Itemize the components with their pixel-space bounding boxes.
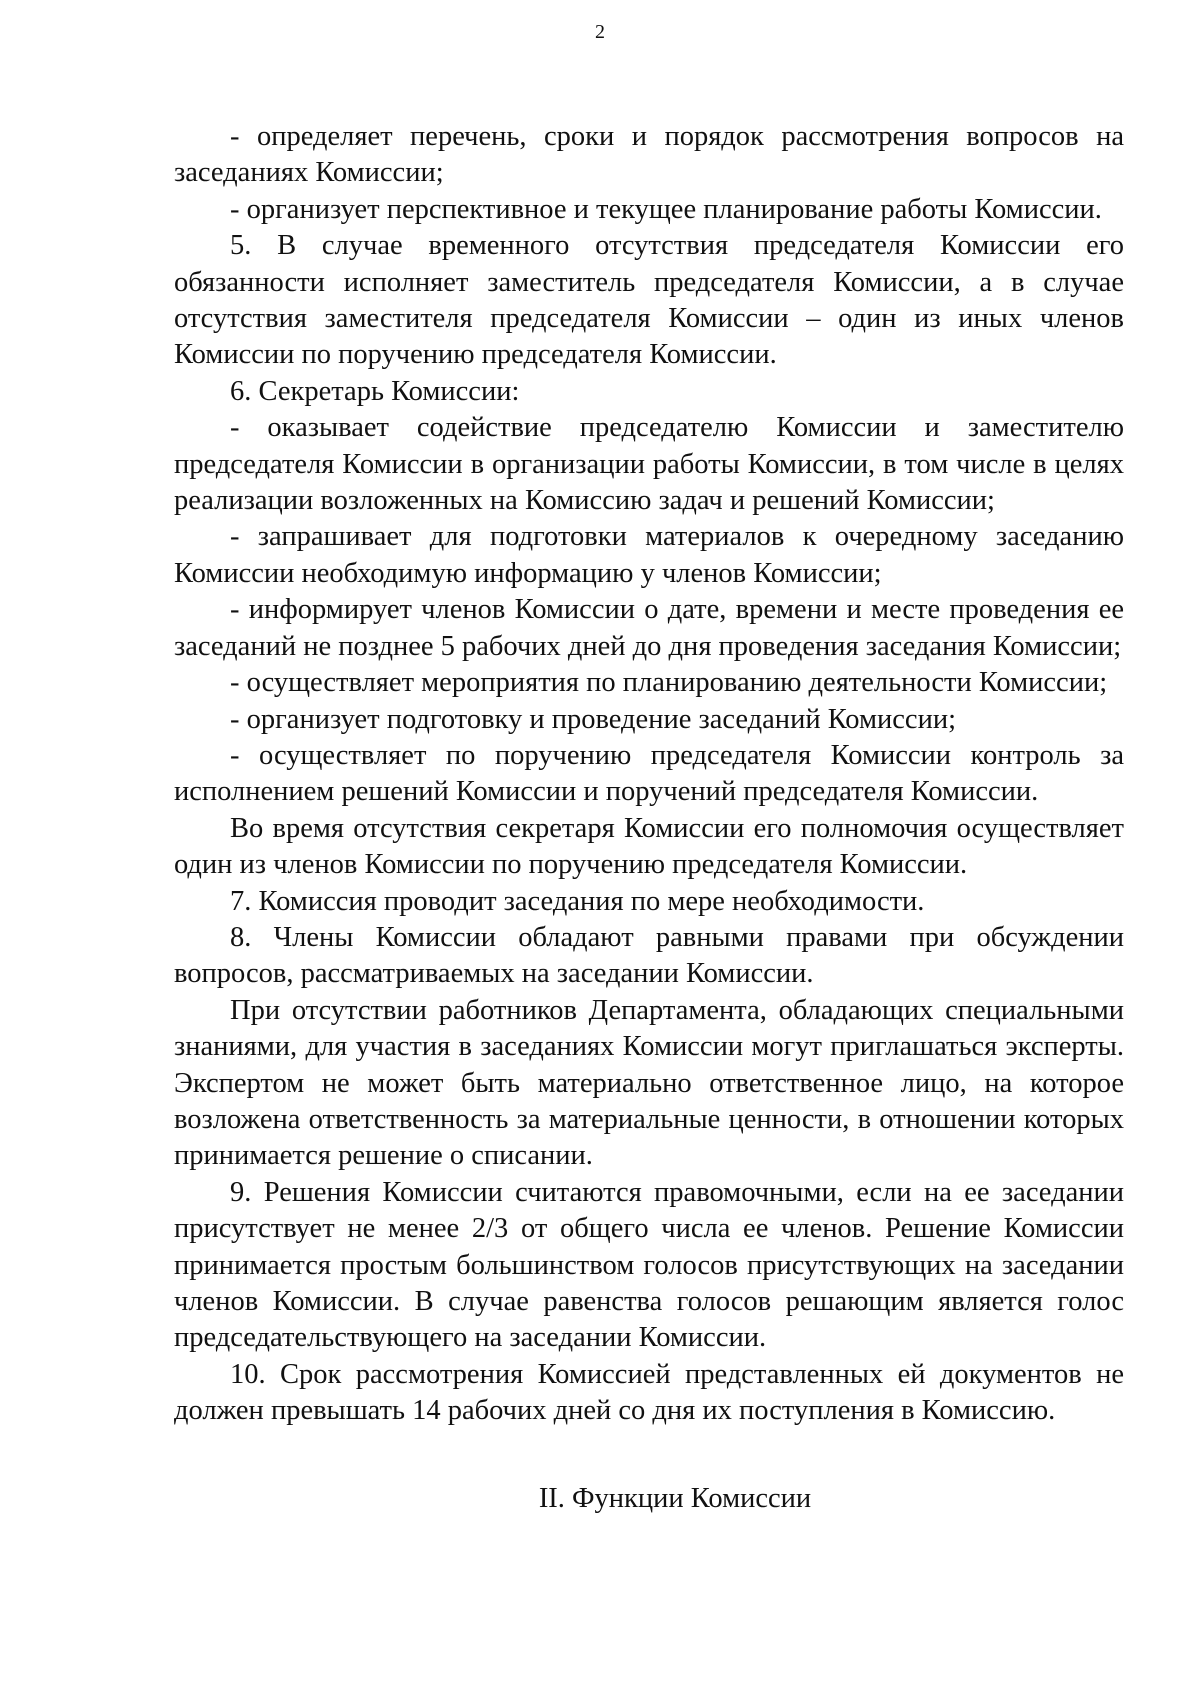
paragraph: - запрашивает для подготовки материалов к очередному заседанию Комиссии необходимую информацию у членов Комиссии; — [174, 521, 1124, 589]
paragraph: 10. Срок рассмотрения Комиссией представленных ей документов не должен превышать 14 рабочих дней со дня их поступления в Комиссию. — [174, 1358, 1124, 1427]
paragraph: - оказывает содействие председателю Комиссии и заместителю председателя Комиссии в организации работы Комиссии, в том числе в целях реализации возложенных на Комиссию задач и решений Комиссии; — [174, 412, 1124, 517]
paragraph: - определяет перечень, сроки и порядок рассмотрения вопросов на заседаниях Комиссии; — [174, 121, 1124, 189]
paragraph: Во время отсутствия секретаря Комиссии его полномочия осуществляет один из членов Комиссии по поручению председателя Комиссии. — [174, 812, 1124, 881]
paragraph: - осуществляет мероприятия по планированию деятельности Комиссии; — [230, 667, 1108, 699]
paragraph: 9. Решения Комиссии считаются правомочными, если на ее заседании присутствует не менее 2/3 от общего числа ее членов. Решение Комиссии принимается простым большинством голосов присутствующих на заседании членов Комиссии. В случае равенства голосов решающим является голос председательствующего на заседании Комиссии. — [174, 1176, 1124, 1354]
paragraph: 8. Члены Комиссии обладают равными правами при обсуждении вопросов, рассматриваемых на заседании Комиссии. — [174, 921, 1124, 990]
paragraph: - информирует членов Комиссии о дате, времени и месте проведения ее заседаний не позднее 5 рабочих дней до дня проведения заседания Комиссии; — [174, 594, 1124, 662]
paragraph: 5. В случае временного отсутствия председателя Комиссии его обязанности исполняет заместитель председателя Комиссии, а в случае отсутствия заместителя председателя Комиссии – один из иных членов Комиссии по поручению председателя Комиссии. — [174, 230, 1124, 371]
paragraph: 6. Секретарь Комиссии: — [230, 375, 520, 407]
paragraph: - организует подготовку и проведение заседаний Комиссии; — [230, 703, 956, 735]
paragraph: - организует перспективное и текущее планирование работы Комиссии. — [230, 193, 1102, 225]
section-heading: II. Функции Комиссии — [538, 1483, 812, 1514]
document-body — [174, 119, 1124, 1430]
paragraph: При отсутствии работников Департамента, обладающих специальными знаниями, для участия в заседаниях Комиссии могут приглашаться эксперты. Экспертом не может быть материально ответственное лицо, на которое возложена ответственность за материальные ценности, в отношении которых принимается решение о списании. — [174, 994, 1124, 1172]
page-number: 2 — [595, 21, 605, 43]
paragraph: 7. Комиссия проводит заседания по мере необходимости. — [230, 885, 925, 917]
paragraph: - осуществляет по поручению председателя Комиссии контроль за исполнением решений Комиссии и поручений председателя Комиссии. — [174, 739, 1124, 808]
